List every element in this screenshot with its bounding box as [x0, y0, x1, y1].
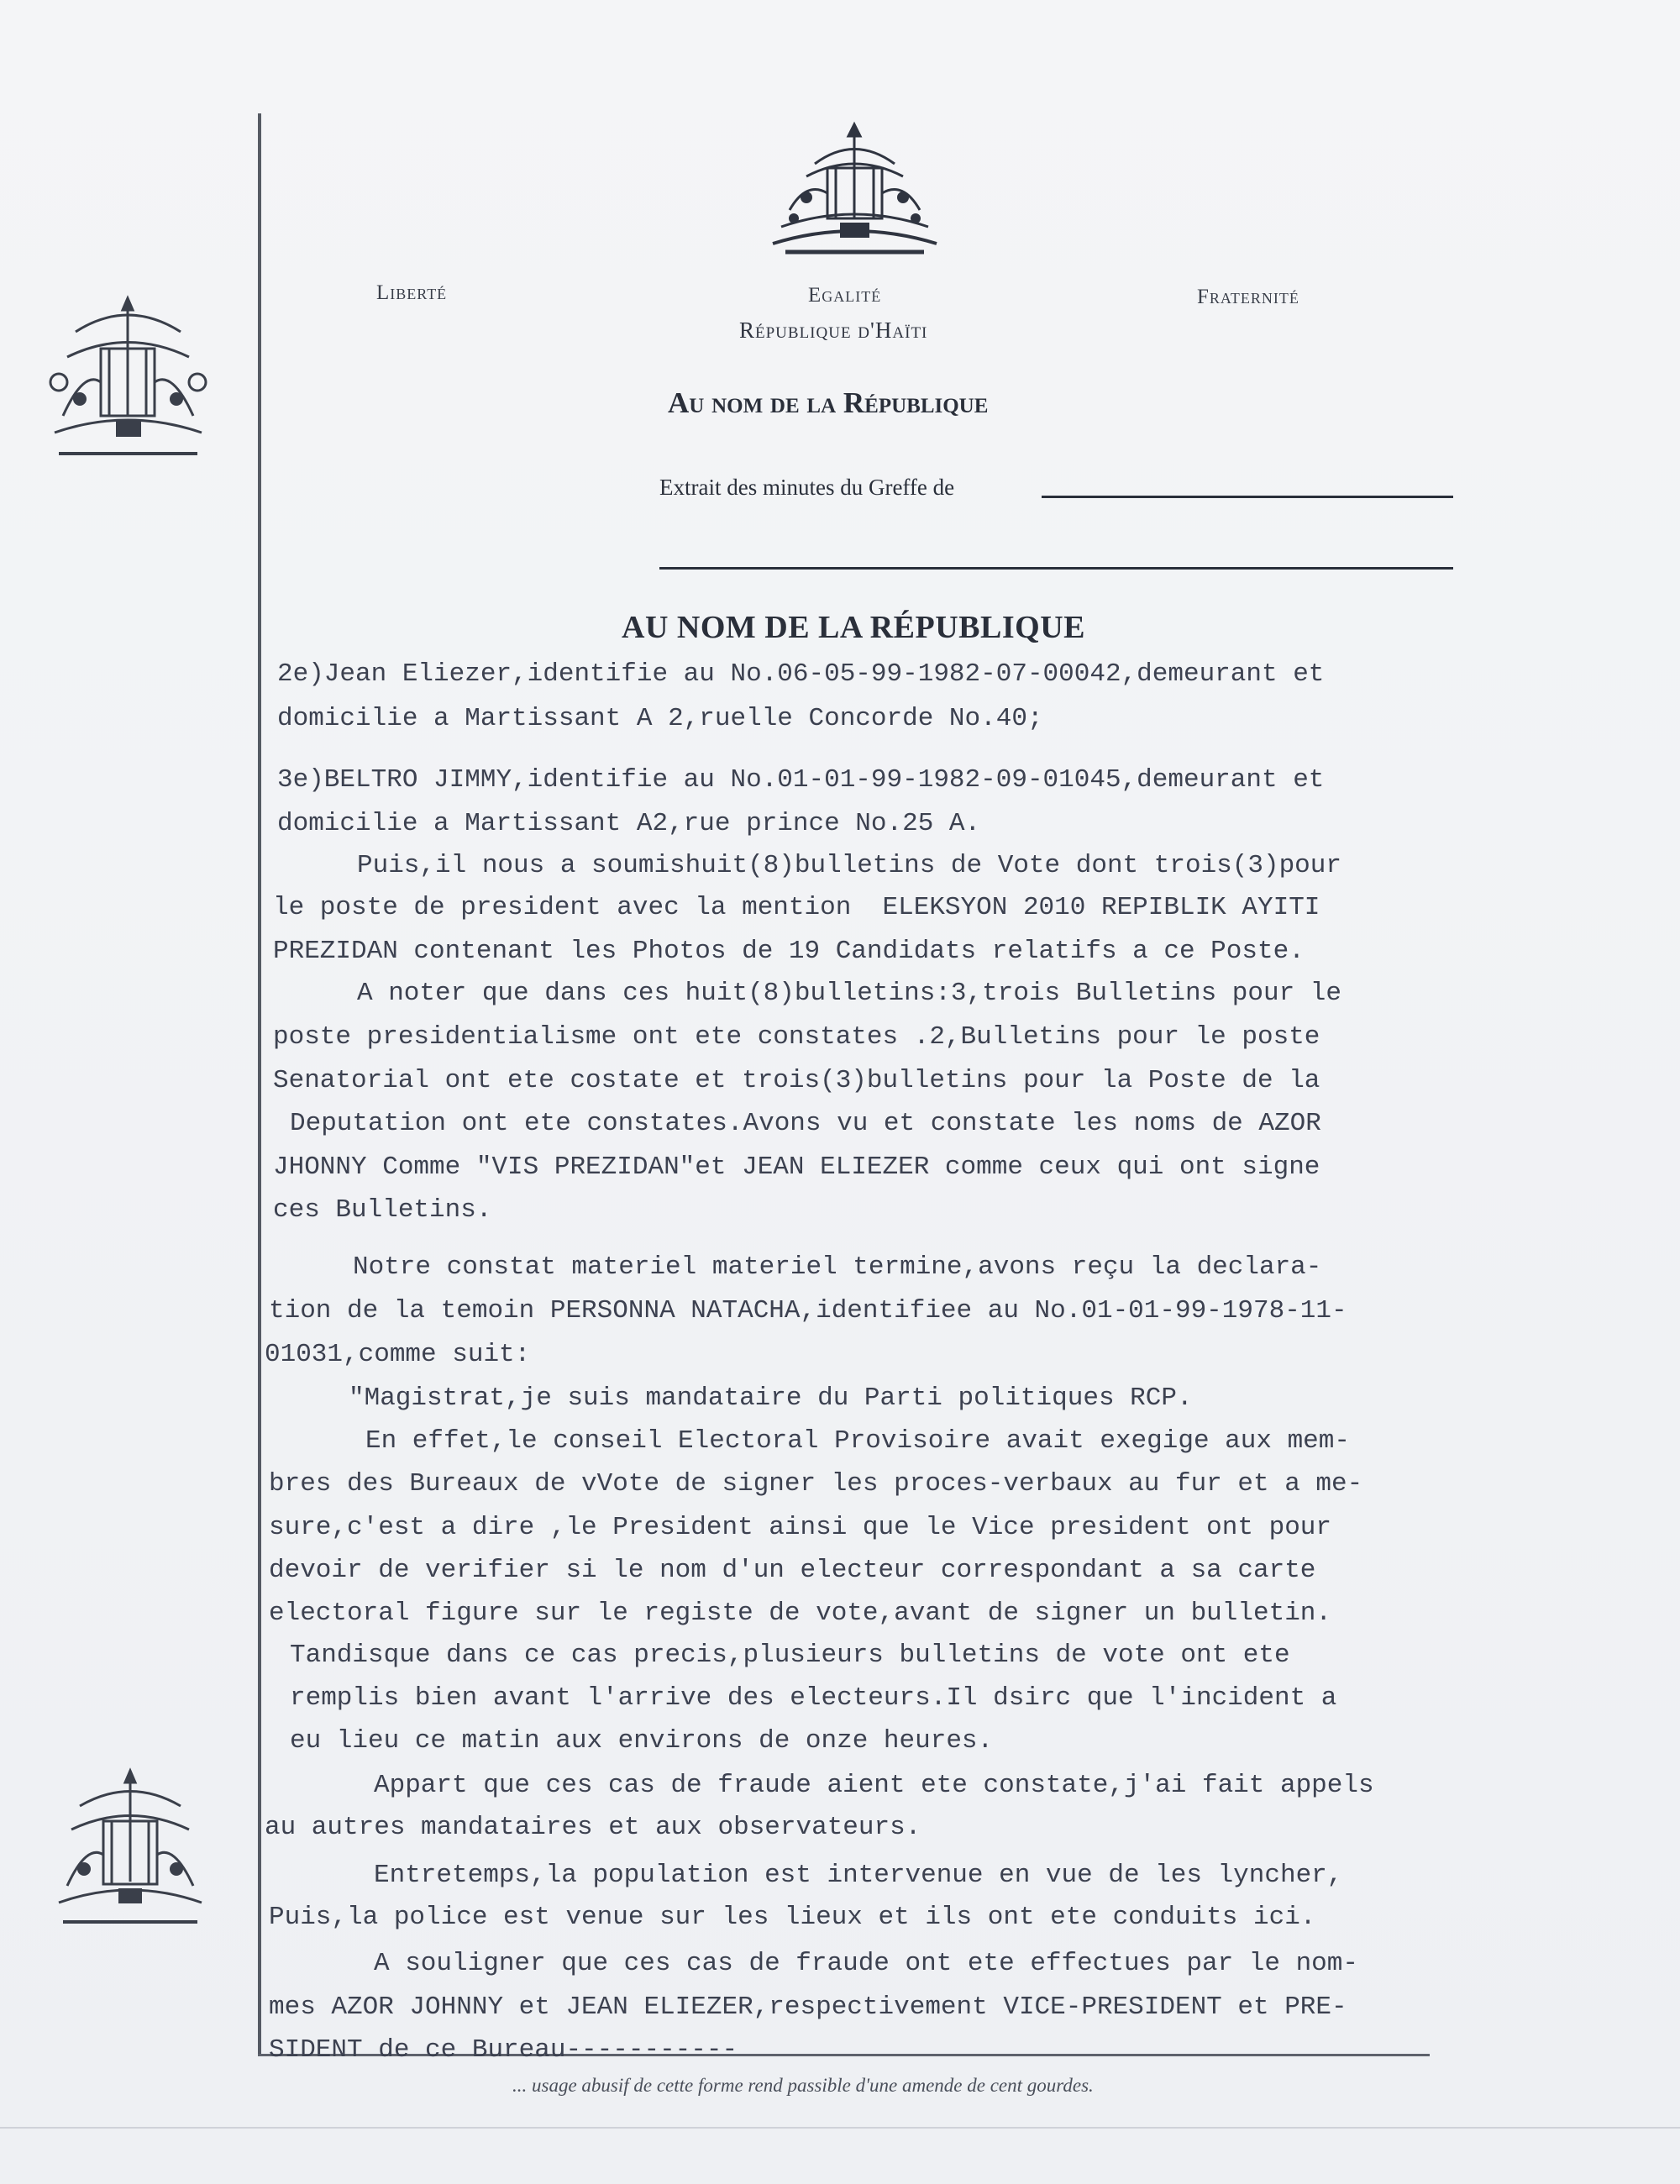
typed-line: devoir de verifier si le nom d'un electeur correspondant a sa carte — [269, 1556, 1316, 1585]
typed-line: Entretemps,la population est intervenue en vue de les lyncher, — [374, 1861, 1343, 1890]
typed-line: sure,c'est a dire ,le President ainsi que le Vice president ont pour — [269, 1513, 1332, 1542]
typed-line: mes AZOR JOHNNY et JEAN ELIEZER,respectivement VICE-PRESIDENT et PRE- — [269, 1992, 1347, 2022]
typed-line: eu lieu ce matin aux environs de onze heures. — [290, 1726, 994, 1756]
typed-line: Deputation ont ete constates.Avons vu et constate les noms de AZOR — [290, 1109, 1321, 1138]
motto-liberte: Liberté — [376, 281, 448, 304]
typed-line: 2e)Jean Eliezer,identifie au No.06-05-99-1982-07-00042,demeurant et — [277, 659, 1325, 689]
header-title: Au nom de la République — [668, 386, 989, 419]
typed-line: poste presidentialisme ont ete constates .2,Bulletins pour le poste — [273, 1022, 1320, 1052]
typed-line: En effet,le conseil Electoral Provisoire avait exegige aux mem- — [365, 1426, 1350, 1456]
typed-line: Puis,il nous a soumishuit(8)bulletins de Vote dont trois(3)pour — [357, 851, 1341, 880]
typed-line: ces Bulletins. — [273, 1195, 492, 1225]
motto-egalite: Egalité — [808, 284, 882, 307]
typed-line: A souligner que ces cas de fraude ont ete effectues par le nom- — [374, 1949, 1358, 1978]
typed-line: Tandisque dans ce cas precis,plusieurs bulletins de vote ont ete — [290, 1641, 1290, 1670]
typed-line: "Magistrat,je suis mandataire du Parti politiques RCP. — [349, 1383, 1193, 1413]
typed-line: JHONNY Comme "VIS PREZIDAN"et JEAN ELIEZER comme ceux qui ont signe — [273, 1152, 1320, 1182]
body-title: AU NOM DE LA RÉPUBLIQUE — [622, 610, 1085, 645]
typed-line: 3e)BELTRO JIMMY,identifie au No.01-01-99-1982-09-01045,demeurant et — [277, 765, 1325, 795]
coat-of-arms-left-top-icon — [42, 290, 214, 466]
typed-line: le poste de president avec la mention ELEKSYON 2010 REPIBLIK AYITI — [273, 893, 1320, 922]
typed-line: PREZIDAN contenant les Photos de 19 Candidats relatifs a ce Poste. — [273, 937, 1305, 966]
typed-line: domicilie a Martissant A 2,ruelle Concorde No.40; — [277, 704, 1043, 733]
typed-line: electoral figure sur le registe de vote,avant de signer un bulletin. — [269, 1599, 1332, 1628]
coat-of-arms-top-icon — [756, 118, 953, 260]
typed-line: Senatorial ont ete costate et trois(3)bulletins pour la Poste de la — [273, 1066, 1320, 1095]
left-margin-rule — [258, 113, 261, 2054]
footer-note: ... usage abusif de cette forme rend passible d'une amende de cent gourdes. — [512, 2075, 1094, 2096]
typed-line: au autres mandataires et aux observateurs. — [265, 1813, 921, 1842]
typed-line: SIDENT de ce Bureau----------- — [269, 2035, 738, 2065]
typed-line: domicilie a Martissant A2,rue prince No.25 A. — [277, 809, 981, 838]
motto-fraternite: Fraternité — [1197, 286, 1299, 308]
typed-line: tion de la temoin PERSONNA NATACHA,identifiee au No.01-01-99-1978-11- — [269, 1296, 1347, 1326]
republique-haiti-label: République d'Haïti — [739, 318, 928, 343]
typed-line: Notre constat materiel materiel termine,avons reçu la declara- — [353, 1252, 1322, 1282]
page-bottom-edge — [0, 2127, 1680, 2129]
extrait-label: Extrait des minutes du Greffe de — [659, 475, 955, 500]
typed-line: Appart que ces cas de fraude aient ete constate,j'ai fait appels — [374, 1771, 1374, 1800]
extrait-fill-line — [1042, 496, 1453, 498]
typed-line: A noter que dans ces huit(8)bulletins:3,trois Bulletins pour le — [357, 979, 1341, 1008]
typed-line: 01031,comme suit: — [265, 1340, 531, 1369]
typed-line: remplis bien avant l'arrive des electeurs.Il dsirc que l'incident a — [290, 1683, 1337, 1713]
typed-line: bres des Bureaux de vVote de signer les proces-verbaux au fur et a me- — [269, 1469, 1363, 1499]
coat-of-arms-left-bottom-icon — [46, 1764, 214, 1932]
typed-line: Puis,la police est venue sur les lieux et ils ont ete conduits ici. — [269, 1903, 1316, 1932]
blank-fill-line — [659, 567, 1453, 570]
